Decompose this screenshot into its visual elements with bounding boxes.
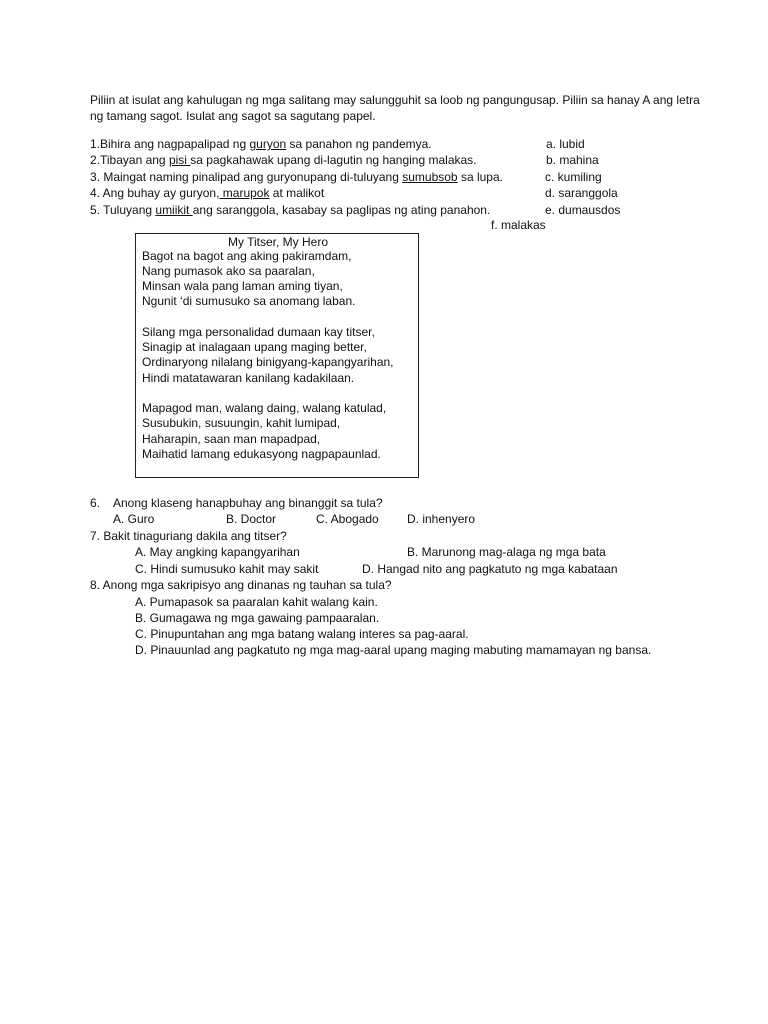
item-2-pre: 2.Tibayan ang xyxy=(90,153,169,167)
item-5-post: ang saranggola, kasabay sa paglipas ng ating panahon. xyxy=(192,203,491,217)
instructions-line-2: ng tamang sagot. Isulat ang sagot sa sagutang papel. xyxy=(90,109,376,123)
poem-line: Ngunit ‘di sumusuko sa anomang laban. xyxy=(142,294,356,308)
poem-line: Maihatid lamang edukasyong nagpapaunlad. xyxy=(142,447,381,461)
q6-number: 6. xyxy=(90,496,101,510)
item-1 xyxy=(90,136,432,152)
poem-line: Hindi matatawaran kanilang kadakilaan. xyxy=(142,371,355,385)
q7-option-c: C. Hindi sumusuko kahit may sakit xyxy=(135,562,319,576)
item-4-underlined-word: marupok xyxy=(219,186,270,200)
q8-option-a: A. Pumapasok sa paaralan kahit walang kain. xyxy=(135,595,378,609)
q7-option-d: D. Hangad nito ang pagkatuto ng mga kabataan xyxy=(362,562,618,576)
choice-d: d. saranggola xyxy=(545,186,618,200)
q7-option-a: A. May angking kapangyarihan xyxy=(135,545,300,559)
item-1-pre: 1.Bihira ang nagpapalipad ng xyxy=(90,137,250,151)
item-1-post: sa panahon ng pandemya. xyxy=(286,137,432,151)
item-2 xyxy=(90,152,477,168)
poem-line: Silang mga personalidad dumaan kay titser, xyxy=(142,325,375,339)
poem-line: Ordinaryong nilalang binigyang-kapangyarihan, xyxy=(142,355,394,369)
choice-e: e. dumausdos xyxy=(545,203,621,217)
item-4-post: at malikot xyxy=(269,186,325,200)
item-5 xyxy=(90,202,490,218)
item-4 xyxy=(90,185,324,201)
item-5-pre: 5. Tuluyang xyxy=(90,203,156,217)
choice-f: f. malakas xyxy=(491,218,546,232)
item-5-underlined-word: umiikit xyxy=(155,203,193,217)
choice-a: a. lubid xyxy=(546,137,585,151)
poem-box xyxy=(135,233,419,478)
item-1-underlined-word: guryon xyxy=(249,137,287,151)
instructions-line-1: Piliin at isulat ang kahulugan ng mga salitang may salungguhit sa loob ng pangungusap. Piliin sa hanay A ang letra xyxy=(90,93,700,107)
poem-line: Sinagip at inalagaan upang maging better, xyxy=(142,340,367,354)
item-3-underlined-word: sumubsob xyxy=(402,170,458,184)
poem-line: Mapagod man, walang daing, walang katulad, xyxy=(142,401,387,415)
q6-question: Anong klaseng hanapbuhay ang binanggit sa tula? xyxy=(113,496,383,510)
item-2-underlined-word: pisi xyxy=(168,153,191,167)
item-4-pre: 4. Ang buhay ay guryon, xyxy=(90,186,220,200)
poem-title: My Titser, My Hero xyxy=(227,235,328,249)
q6-option-a: A. Guro xyxy=(113,512,155,526)
q7-option-b: B. Marunong mag-alaga ng mga bata xyxy=(407,545,606,559)
item-3 xyxy=(90,169,503,185)
item-3-pre: 3. Maingat naming pinalipad ang guryonupang di-tuluyang xyxy=(90,170,403,184)
poem-line: Susubukin, susuungin, kahit lumipad, xyxy=(142,416,341,430)
q8-option-d: D. Pinauunlad ang pagkatuto ng mga mag-aaral upang maging mabuting mamamayan ng bansa. xyxy=(135,643,652,657)
choice-b: b. mahina xyxy=(546,153,599,167)
q7-question: 7. Bakit tinaguriang dakila ang titser? xyxy=(90,529,287,543)
poem-line: Nang pumasok ako sa paaralan, xyxy=(142,264,315,278)
q6-option-d: D. inhenyero xyxy=(407,512,476,526)
q6-option-c: C. Abogado xyxy=(316,512,379,526)
poem-line: Bagot na bagot ang aking pakiramdam, xyxy=(142,249,352,263)
q6-option-b: B. Doctor xyxy=(226,512,277,526)
choice-c: c. kumiling xyxy=(545,170,602,184)
poem-line: Haharapin, saan man mapadpad, xyxy=(142,432,321,446)
q8-question: 8. Anong mga sakripisyo ang dinanas ng tauhan sa tula? xyxy=(90,578,392,592)
q8-option-b: B. Gumagawa ng mga gawaing pampaaralan. xyxy=(135,611,380,625)
item-3-post: sa lupa. xyxy=(457,170,503,184)
poem-line: Minsan wala pang laman aming tiyan, xyxy=(142,279,343,293)
item-2-post: sa pagkahawak upang di-lagutin ng hanging malakas. xyxy=(190,153,477,167)
q8-option-c: C. Pinupuntahan ang mga batang walang interes sa pag-aaral. xyxy=(135,627,469,641)
